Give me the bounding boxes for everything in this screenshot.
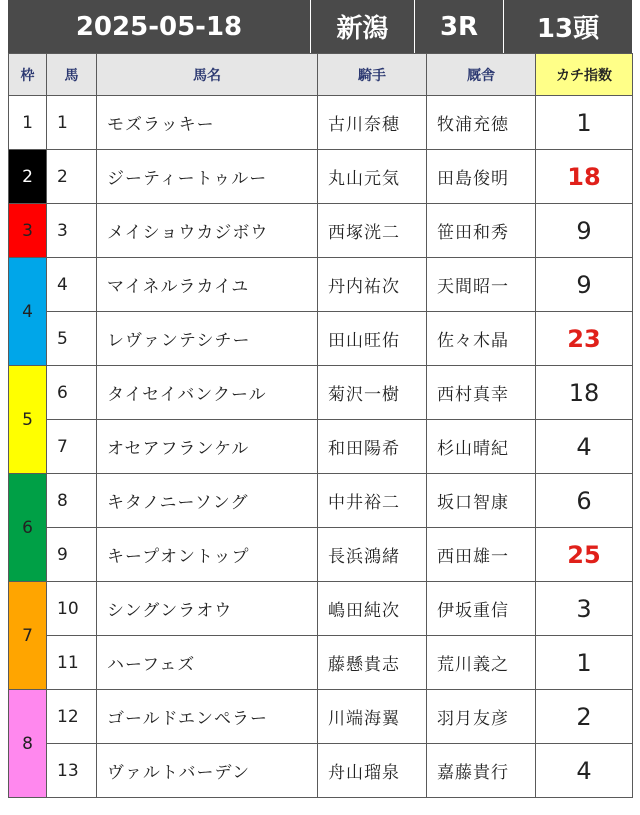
- table-row: [9, 96, 633, 150]
- horse-name-cell: ヴァルトバーデン: [97, 744, 318, 798]
- horse-name-cell: ゴールドエンペラー: [97, 690, 318, 744]
- horse-name-cell: メイショウカジボウ: [97, 204, 318, 258]
- horse-name-cell: シングンラオウ: [97, 582, 318, 636]
- trainer-cell: 羽月友彦: [427, 690, 536, 744]
- waku-cell: 3: [9, 204, 47, 258]
- horse-number-cell: 5: [47, 312, 97, 366]
- col-header-kachi: カチ指数: [536, 54, 633, 96]
- horse-number-cell: 13: [47, 744, 97, 798]
- jockey-cell: 舟山瑠泉: [318, 744, 427, 798]
- kachi-score-cell: 2: [536, 690, 633, 744]
- horse-number-cell: 7: [47, 420, 97, 474]
- kachi-score-cell: 9: [536, 204, 633, 258]
- kachi-score-cell: 9: [536, 258, 633, 312]
- table-row: [9, 420, 633, 474]
- entries-table: [8, 53, 633, 798]
- kachi-score-cell: 3: [536, 582, 633, 636]
- kachi-score-cell: 18: [536, 366, 633, 420]
- runner-count: 13頭: [504, 0, 632, 53]
- kachi-score-cell: 1: [536, 96, 633, 150]
- horse-number-cell: 3: [47, 204, 97, 258]
- horse-name-cell: マイネルラカイユ: [97, 258, 318, 312]
- jockey-cell: 和田陽希: [318, 420, 427, 474]
- waku-cell: 7: [9, 582, 47, 690]
- horse-number-cell: 8: [47, 474, 97, 528]
- jockey-cell: 中井裕二: [318, 474, 427, 528]
- entries-body: [9, 96, 633, 798]
- table-row: [9, 690, 633, 744]
- table-header-row: [9, 54, 633, 96]
- horse-name-cell: キタノニーソング: [97, 474, 318, 528]
- table-row: [9, 312, 633, 366]
- kachi-score-cell: 4: [536, 420, 633, 474]
- trainer-cell: 笹田和秀: [427, 204, 536, 258]
- table-row: [9, 258, 633, 312]
- kachi-score-cell: 25: [536, 528, 633, 582]
- race-date: 2025-05-18: [8, 0, 310, 53]
- waku-cell: 8: [9, 690, 47, 798]
- trainer-cell: 杉山晴紀: [427, 420, 536, 474]
- table-row: [9, 636, 633, 690]
- horse-name-cell: ハーフェズ: [97, 636, 318, 690]
- horse-number-cell: 6: [47, 366, 97, 420]
- col-header-trainer: 厩舎: [427, 54, 536, 96]
- trainer-cell: 佐々木晶: [427, 312, 536, 366]
- horse-name-cell: モズラッキー: [97, 96, 318, 150]
- horse-name-cell: キープオントップ: [97, 528, 318, 582]
- kachi-score-cell: 18: [536, 150, 633, 204]
- jockey-cell: 丸山元気: [318, 150, 427, 204]
- race-number: 3R: [415, 0, 503, 53]
- jockey-cell: 古川奈穂: [318, 96, 427, 150]
- kachi-score-cell: 23: [536, 312, 633, 366]
- table-row: [9, 582, 633, 636]
- trainer-cell: 西村真幸: [427, 366, 536, 420]
- jockey-cell: 丹内祐次: [318, 258, 427, 312]
- table-row: [9, 204, 633, 258]
- jockey-cell: 西塚洸二: [318, 204, 427, 258]
- horse-number-cell: 9: [47, 528, 97, 582]
- horse-name-cell: レヴァンテシチー: [97, 312, 318, 366]
- kachi-score-cell: 6: [536, 474, 633, 528]
- horse-number-cell: 12: [47, 690, 97, 744]
- trainer-cell: 天間昭一: [427, 258, 536, 312]
- horse-name-cell: ジーティートゥルー: [97, 150, 318, 204]
- kachi-score-cell: 4: [536, 744, 633, 798]
- jockey-cell: 嶋田純次: [318, 582, 427, 636]
- waku-cell: 1: [9, 96, 47, 150]
- trainer-cell: 坂口智康: [427, 474, 536, 528]
- trainer-cell: 荒川義之: [427, 636, 536, 690]
- table-row: [9, 366, 633, 420]
- table-row: [9, 744, 633, 798]
- col-header-waku: 枠: [9, 54, 47, 96]
- trainer-cell: 牧浦充徳: [427, 96, 536, 150]
- col-header-horse: 馬名: [97, 54, 318, 96]
- kachi-score-cell: 1: [536, 636, 633, 690]
- jockey-cell: 菊沢一樹: [318, 366, 427, 420]
- horse-number-cell: 11: [47, 636, 97, 690]
- waku-cell: 4: [9, 258, 47, 366]
- table-row: [9, 150, 633, 204]
- waku-cell: 5: [9, 366, 47, 474]
- jockey-cell: 長浜鴻緒: [318, 528, 427, 582]
- trainer-cell: 伊坂重信: [427, 582, 536, 636]
- horse-name-cell: オセアフランケル: [97, 420, 318, 474]
- col-header-jockey: 騎手: [318, 54, 427, 96]
- trainer-cell: 西田雄一: [427, 528, 536, 582]
- jockey-cell: 田山旺佑: [318, 312, 427, 366]
- jockey-cell: 川端海翼: [318, 690, 427, 744]
- horse-number-cell: 1: [47, 96, 97, 150]
- table-row: [9, 474, 633, 528]
- trainer-cell: 田島俊明: [427, 150, 536, 204]
- jockey-cell: 藤懸貴志: [318, 636, 427, 690]
- table-row: [9, 528, 633, 582]
- horse-name-cell: タイセイバンクール: [97, 366, 318, 420]
- col-header-uma: 馬: [47, 54, 97, 96]
- horse-number-cell: 4: [47, 258, 97, 312]
- trainer-cell: 嘉藤貴行: [427, 744, 536, 798]
- race-venue: 新潟: [311, 0, 414, 53]
- waku-cell: 6: [9, 474, 47, 582]
- horse-number-cell: 2: [47, 150, 97, 204]
- horse-number-cell: 10: [47, 582, 97, 636]
- waku-cell: 2: [9, 150, 47, 204]
